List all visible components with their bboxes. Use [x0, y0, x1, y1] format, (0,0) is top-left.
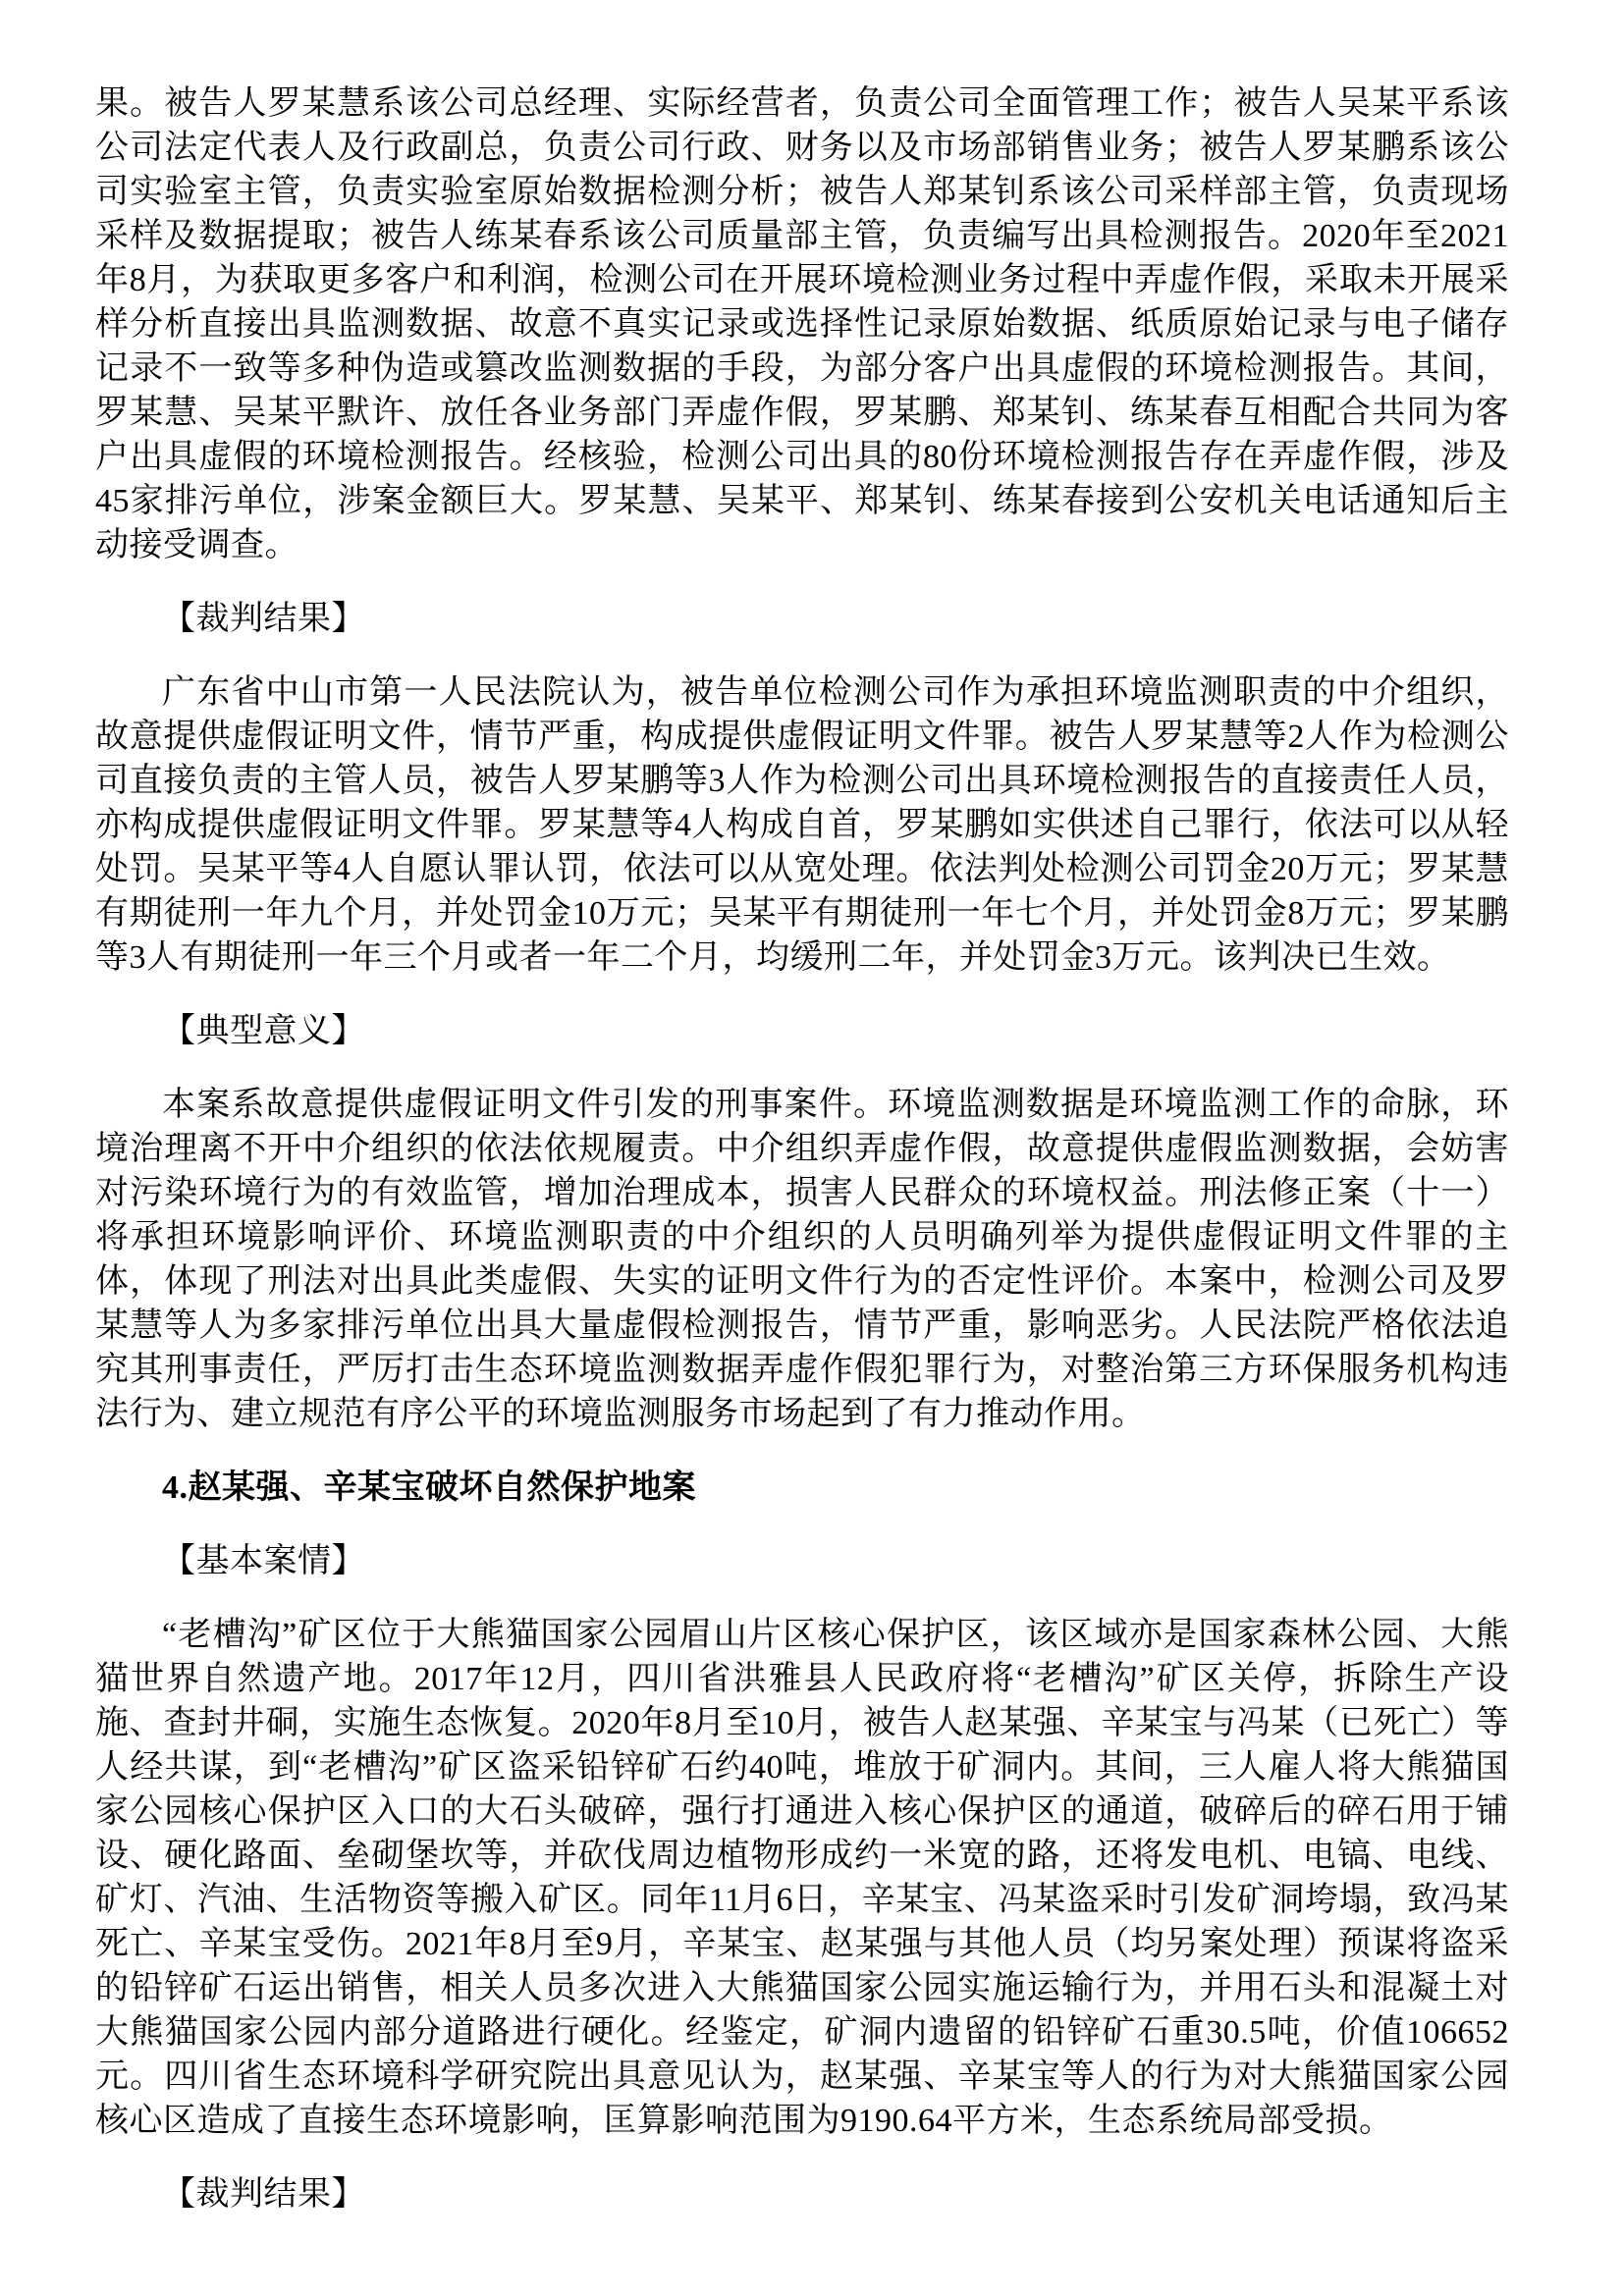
typical-significance-paragraph: 本案系故意提供虚假证明文件引发的刑事案件。环境监测数据是环境监测工作的命脉，环境治理离不开中介组织的依法依规履责。中介组织弄虚作假，故意提供虚假监测数据，会妨害对污染环境行为的有效监管，增加治理成本，损害人民群众的环境权益。刑法修正案（十一）将承担环境影响评价、环境监测职责的中介组织的人员明确列举为提供虚假证明文件罪的主体，体现了刑法对出具此类虚假、失实的证明文件行为的否定性评价。本案中，检测公司及罗某慧等人为多家排污单位出具大量虚假检测报告，情节严重，影响恶劣。人民法院严格依法追究其刑事责任，严厉打击生态环境监测数据弄虚作假犯罪行为，对整治第三方环保服务机构违法行为、建立规范有序公平的环境监测服务市场起到了有力推动作用。	[95, 1087, 1509, 1432]
section-heading-basic-facts: 【基本案情】	[162, 1543, 365, 1579]
section-heading-judgment-result: 【裁判结果】	[162, 601, 365, 637]
basic-facts-paragraph: “老槽沟”矿区位于大熊猫国家公园眉山片区核心保护区，该区域亦是国家森林公园、大熊猫世界自然遗产地。2017年12月，四川省洪雅县人民政府将“老槽沟”矿区关停，拆除生产设施、查封井硐，实施生态恢复。2020年8月至10月，被告人赵某强、辛某宝与冯某（已死亡）等人经共谋，到“老槽沟”矿区盗采铅锌矿石约40吨，堆放于矿洞内。其间，三人雇人将大熊猫国家公园核心保护区入口的大石头破碎，强行打通进入核心保护区的通道，破碎后的碎石用于铺设、硬化路面、垒砌堡坎等，并砍伐周边植物形成约一米宽的路，还将发电机、电镐、电线、矿灯、汽油、生活物资等搬入矿区。同年11月6日，辛某宝、冯某盗采时引发矿洞垮塌，致冯某死亡、辛某宝受伤。2021年8月至9月，辛某宝、赵某强与其他人员（均另案处理）预谋将盗采的铅锌矿石运出销售，相关人员多次进入大熊猫国家公园实施运输行为，并用石头和混凝土对大熊猫国家公园内部分道路进行硬化。经鉴定，矿洞内遗留的铅锌矿石重30.5吨，价值106652元。四川省生态环境科学研究院出具意见认为，赵某强、辛某宝等人的行为对大熊猫国家公园核心区造成了直接生态环境影响，匡算影响范围为9190.64平方米，生态系统局部受损。	[95, 1617, 1509, 2139]
judgment-result-paragraph: 广东省中山市第一人民法院认为，被告单位检测公司作为承担环境监测职责的中介组织，故意提供虚假证明文件，情节严重，构成提供虚假证明文件罪。被告人罗某慧等2人作为检测公司直接负责的主管人员，被告人罗某鹏等3人作为检测公司出具环境检测报告的直接责任人员，亦构成提供虚假证明文件罪。罗某慧等4人构成自首，罗某鹏如实供述自己罪行，依法可以从轻处罚。吴某平等4人自愿认罪认罚，依法可以从宽处理。依法判处检测公司罚金20万元；罗某慧有期徒刑一年九个月，并处罚金10万元；吴某平有期徒刑一年七个月，并处罚金8万元；罗某鹏等3人有期徒刑一年三个月或者一年二个月，均缓刑二年，并处罚金3万元。该判决已生效。	[95, 674, 1509, 976]
case-title-4: 4.赵某强、辛某宝破坏自然保护地案	[162, 1469, 696, 1506]
section-heading-typical-significance: 【典型意义】	[162, 1013, 365, 1049]
section-heading-judgment-result-2: 【裁判结果】	[162, 2176, 365, 2213]
continuation-paragraph: 果。被告人罗某慧系该公司总经理、实际经营者，负责公司全面管理工作；被告人吴某平系该公司法定代表人及行政副总，负责公司行政、财务以及市场部销售业务；被告人罗某鹏系该公司实验室主管，负责实验室原始数据检测分析；被告人郑某钊系该公司采样部主管，负责现场采样及数据提取；被告人练某春系该公司质量部主管，负责编写出具检测报告。2020年至2021年8月，为获取更多客户和利润，检测公司在开展环境检测业务过程中弄虚作假，采取未开展采样分析直接出具监测数据、故意不真实记录或选择性记录原始数据、纸质原始记录与电子储存记录不一致等多种伪造或篡改监测数据的手段，为部分客户出具虚假的环境检测报告。其间，罗某慧、吴某平默许、放任各业务部门弄虚作假，罗某鹏、郑某钊、练某春互相配合共同为客户出具虚假的环境检测报告。经核验，检测公司出具的80份环境检测报告存在弄虚作假，涉及45家排污单位，涉案金额巨大。罗某慧、吴某平、郑某钊、练某春接到公安机关电话通知后主动接受调查。	[95, 85, 1509, 563]
